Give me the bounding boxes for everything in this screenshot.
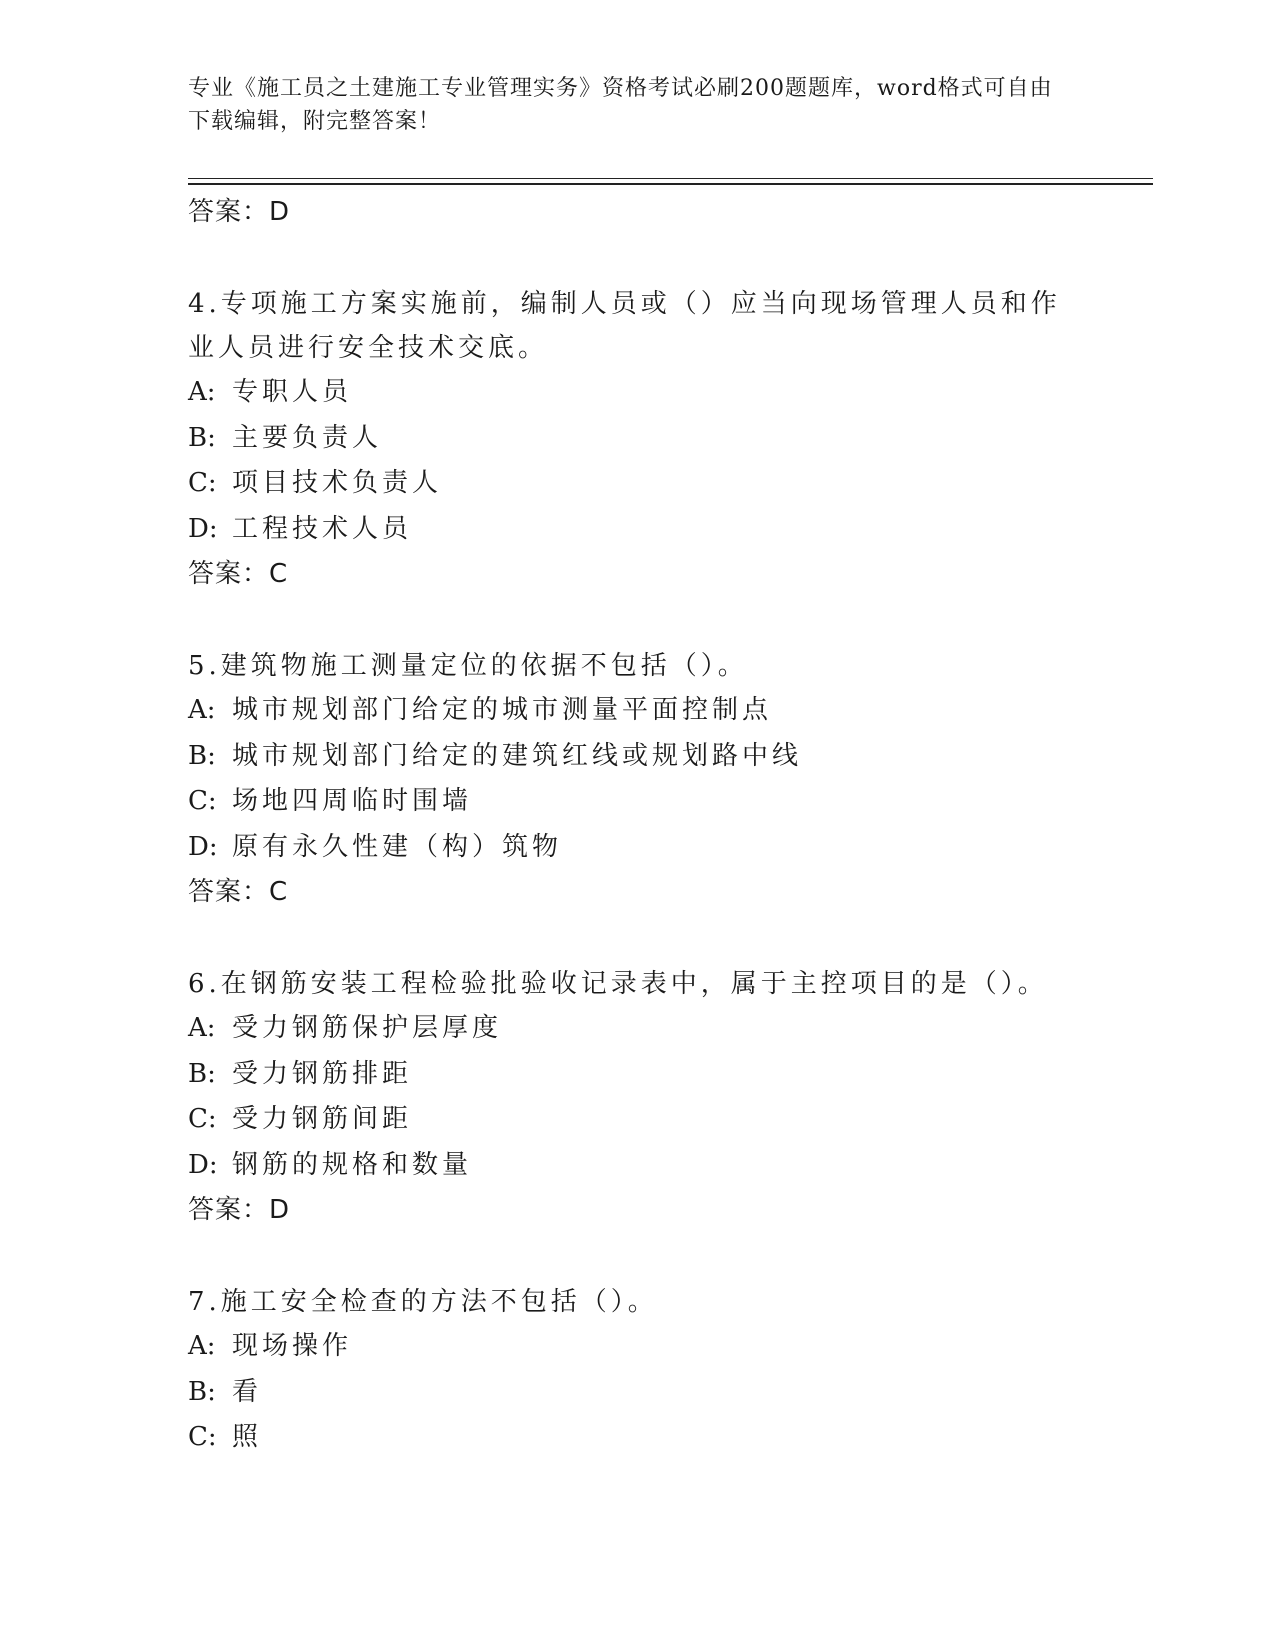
option-letter: B: — [188, 422, 216, 453]
option-text: 专职人员 — [232, 377, 353, 407]
question-item — [188, 1280, 1088, 1461]
question-stem: 4.专项施工方案实施前，编制人员或（）应当向现场管理人员和作业人员进行安全技术交底。 — [188, 289, 1061, 363]
option-d — [188, 507, 1088, 553]
option-text: 现场操作 — [232, 1331, 353, 1361]
option-letter: A: — [188, 1331, 216, 1361]
option-letter: C: — [188, 786, 217, 816]
option-letter: D: — [188, 513, 218, 544]
answer-line: 答案：D — [188, 197, 291, 227]
answer-line: 答案：C — [188, 559, 289, 589]
option-letter: C: — [188, 468, 217, 498]
document-header: 专业《施工员之土建施工专业管理实务》资格考试必刷200题题库，word格式可自由下载编辑，附完整答案！ — [188, 76, 1053, 134]
option-letter: D: — [188, 831, 218, 862]
header-rule-thick — [188, 183, 1153, 185]
option-letter: A: — [188, 377, 216, 407]
option-text: 受力钢筋排距 — [232, 1058, 413, 1089]
question-item — [188, 644, 1088, 914]
option-letter: D: — [188, 1149, 218, 1180]
option-b — [188, 1052, 1088, 1098]
option-text: 主要负责人 — [232, 422, 383, 453]
option-a — [188, 1324, 1088, 1370]
option-letter: C: — [188, 1422, 217, 1452]
question-item — [188, 962, 1088, 1232]
option-text: 项目技术负责人 — [232, 468, 443, 498]
option-text: 原有永久性建（构）筑物 — [232, 831, 563, 862]
option-letter: A: — [188, 1013, 216, 1043]
option-d — [188, 825, 1088, 871]
option-c — [188, 779, 1088, 825]
answer-line: 答案：D — [188, 1195, 291, 1225]
option-letter: B: — [188, 1058, 216, 1089]
option-text: 钢筋的规格和数量 — [232, 1149, 473, 1180]
option-b — [188, 416, 1088, 462]
option-letter: C: — [188, 1104, 217, 1134]
option-c — [188, 461, 1088, 507]
question-list — [188, 190, 1088, 1461]
option-letter: B: — [188, 1376, 216, 1407]
question-stem: 5.建筑物施工测量定位的依据不包括（）。 — [188, 651, 748, 681]
option-text: 城市规划部门给定的建筑红线或规划路中线 — [232, 740, 803, 771]
option-c — [188, 1097, 1088, 1143]
option-letter: B: — [188, 740, 216, 771]
option-b — [188, 1370, 1088, 1416]
question-stem: 7.施工安全检查的方法不包括（）。 — [188, 1287, 658, 1317]
option-text: 看 — [232, 1376, 263, 1407]
option-a — [188, 688, 1088, 734]
option-text: 受力钢筋间距 — [232, 1104, 413, 1134]
option-text: 照 — [232, 1422, 263, 1452]
question-stem: 6.在钢筋安装工程检验批验收记录表中，属于主控项目的是（）。 — [188, 969, 1048, 999]
option-b — [188, 734, 1088, 780]
answer-line: 答案：C — [188, 877, 289, 907]
option-a — [188, 1006, 1088, 1052]
option-text: 城市规划部门给定的城市测量平面控制点 — [232, 695, 773, 725]
option-letter: A: — [188, 695, 216, 725]
option-text: 场地四周临时围墙 — [232, 786, 473, 816]
question-item — [188, 282, 1088, 596]
option-text: 受力钢筋保护层厚度 — [232, 1013, 503, 1043]
option-d — [188, 1143, 1088, 1189]
option-a — [188, 370, 1088, 416]
header-rule-thin — [188, 178, 1153, 179]
option-c — [188, 1415, 1088, 1461]
option-text: 工程技术人员 — [232, 513, 413, 544]
